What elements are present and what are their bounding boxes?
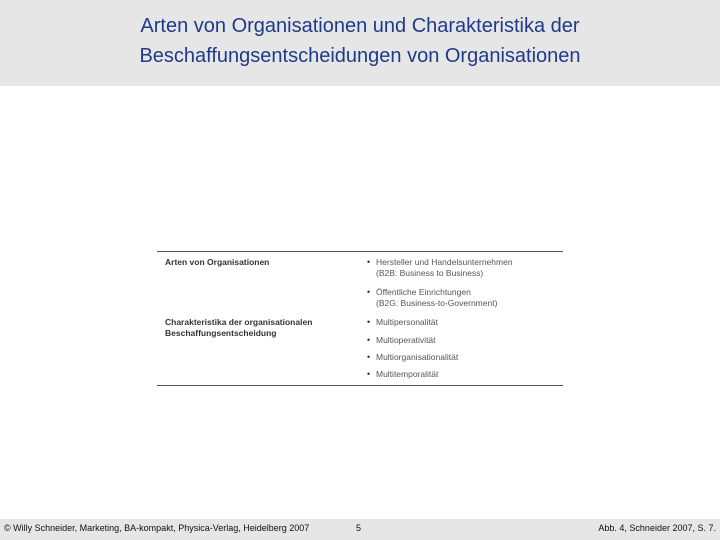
bullet-text: Öffentliche Einrichtungen — [376, 287, 471, 297]
label-charakteristika-line-2: Beschaffungsentscheidung — [165, 328, 277, 338]
bullet-text: Hersteller und Handelsunternehmen — [376, 257, 513, 267]
bullet-text: Multipersonalität — [376, 317, 438, 327]
page-number: 5 — [356, 523, 362, 533]
title-bar — [0, 0, 720, 86]
bullet-icon: • — [367, 352, 371, 362]
figure-table — [157, 251, 563, 386]
bullet-text: Multioperativität — [376, 335, 436, 345]
label-charakteristika — [165, 317, 365, 339]
bullet-icon: • — [367, 287, 371, 297]
bullet-text: Multitemporalität — [376, 369, 439, 379]
slide-title-line-2: Beschaffungsentscheidungen von Organisationen — [139, 45, 581, 67]
bullet-subtext: (B2G: Business-to-Government) — [376, 298, 498, 308]
label-charakteristika-line-1: Charakteristika der organisationalen — [165, 317, 313, 327]
bullet-icon: • — [367, 335, 371, 345]
bullet-icon: • — [367, 257, 371, 267]
footer-copyright: © Willy Schneider, Marketing, BA-kompakt, Physica-Verlag, Heidelberg 2007 — [4, 523, 310, 533]
bullet-subtext: (B2B: Business to Business) — [376, 268, 484, 278]
footer-bar — [0, 519, 720, 540]
bullet-icon: • — [367, 317, 371, 327]
label-arten: Arten von Organisationen — [165, 257, 270, 267]
bullet-icon: • — [367, 369, 371, 379]
slide-title-line-1: Arten von Organisationen und Charakteristika der — [140, 15, 580, 37]
footer-source: Abb. 4, Schneider 2007, S. 7. — [598, 523, 716, 533]
bullet-text: Multiorganisationalität — [376, 352, 459, 362]
